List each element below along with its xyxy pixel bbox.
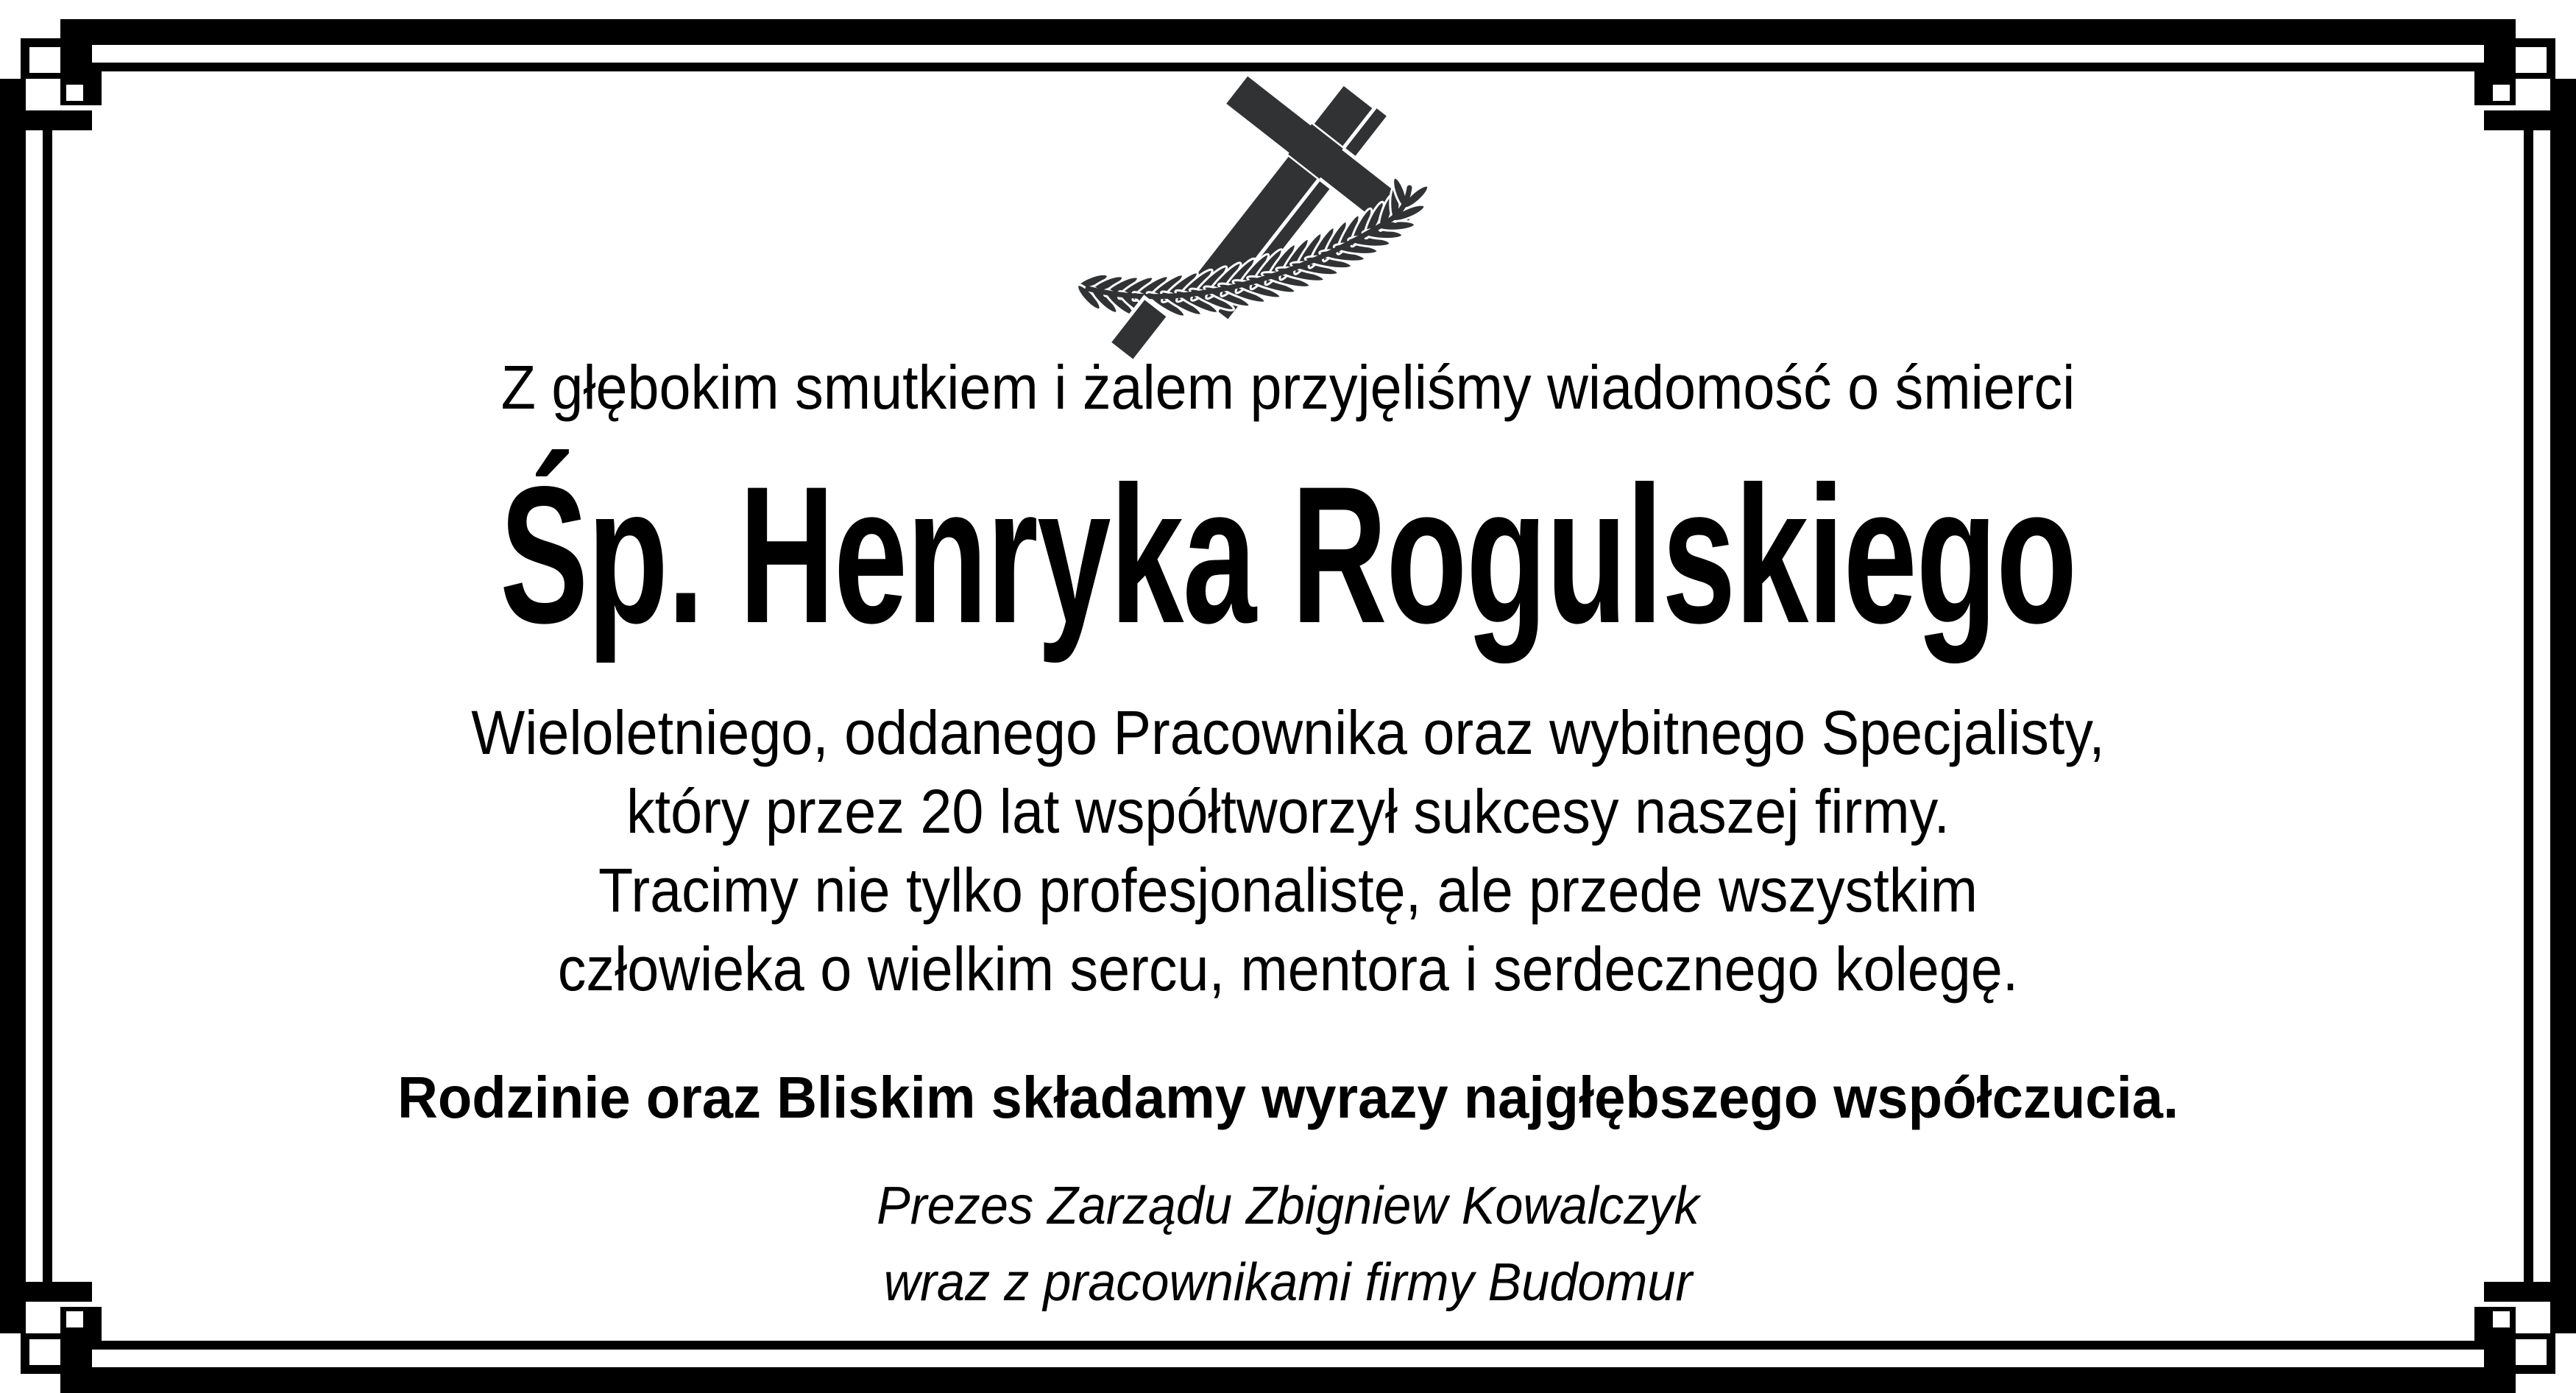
tribute-line: człowieka o wielkim sercu, mentora i serdecznego kolegę. bbox=[557, 934, 2019, 1004]
tribute-line: Tracimy nie tylko profesjonalistę, ale przede wszystkim bbox=[598, 856, 1978, 925]
tribute-line: który przez 20 lat współtworzył sukcesy naszej firmy. bbox=[626, 777, 1950, 846]
tribute-line: Wieloletniego, oddanego Pracownika oraz wybitnego Specjalisty, bbox=[471, 698, 2105, 767]
intro-line: Z głębokim smutkiem i żalem przyjęliśmy wiadomość o śmierci bbox=[500, 353, 2076, 422]
tribute-paragraph bbox=[103, 694, 2473, 1009]
cross-with-palm-branch-icon bbox=[1071, 63, 1498, 372]
condolence-line: Rodzinie oraz Bliskim składamy wyrazy najgłębszego współczucia. bbox=[397, 1065, 2179, 1130]
signature-line: Prezes Zarządu Zbigniew Kowalczyk bbox=[877, 1177, 1699, 1235]
deceased-name-title: Śp. Henryka Rogulskiego bbox=[500, 446, 2076, 664]
signature-line: wraz z pracownikami firmy Budomur bbox=[883, 1253, 1693, 1312]
signature-block bbox=[65, 1168, 2512, 1321]
